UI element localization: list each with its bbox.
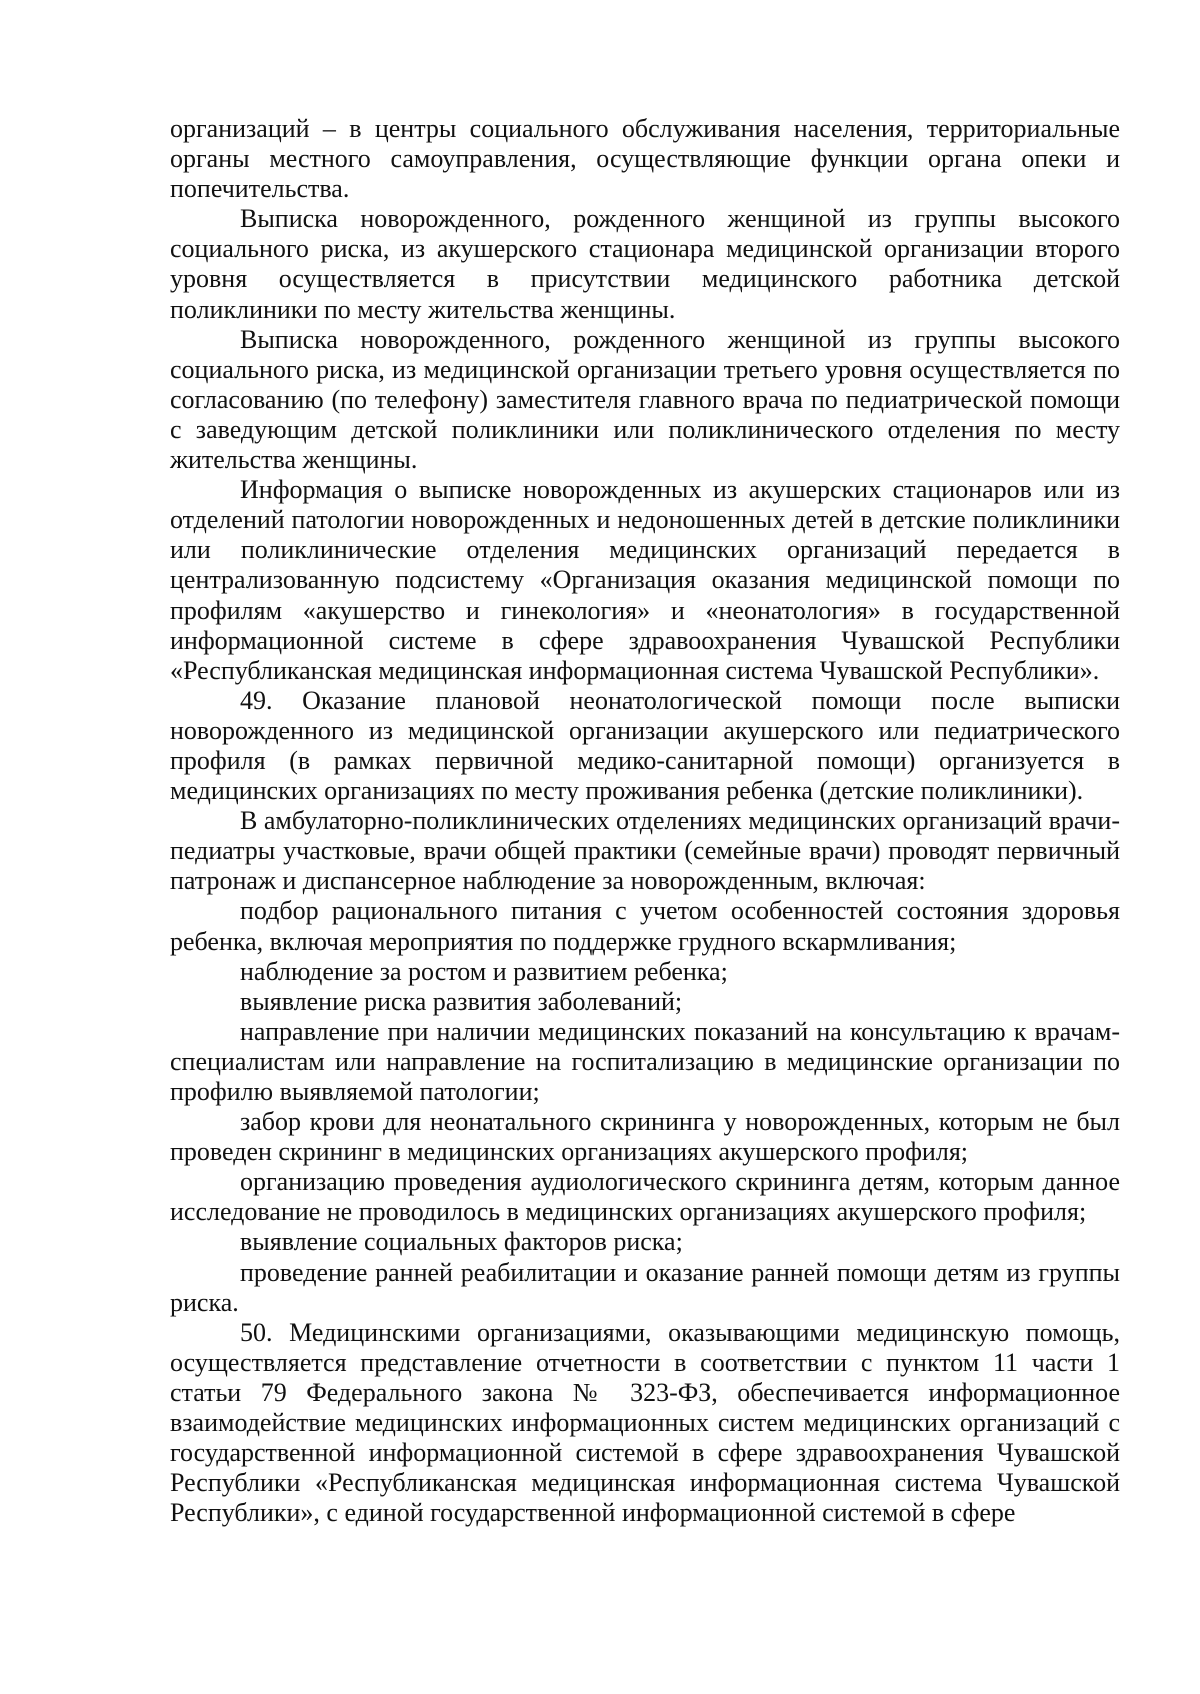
list-item-referral: направление при наличии медицинских показаний на консультацию к врачам-специалистам или направление на госпитализацию в медицинские организации по профилю выявляемой патологии;	[170, 1016, 1120, 1106]
paragraph-discharge-information: Информация о выписке новорожденных из акушерских стационаров или из отделений патологии новорожденных и недоношенных детей в детские поликлиники или поликлинические отделения медицинских организаций передается в централизованную подсистему «Организация оказания медицинской помощи по профилям «акушерство и гинекология» и «неонатология» в государственной информационной системе в сфере здравоохранения Чувашской Республики «Республиканская медицинская информационная система Чувашской Республики».	[170, 475, 1120, 685]
list-item-social-factors: выявление социальных факторов риска;	[240, 1227, 683, 1257]
list-item-audiology: организацию проведения аудиологического скрининга детям, которым данное исследование не проводилось в медицинских организациях акушерского профиля;	[170, 1167, 1120, 1227]
paragraph-outpatient-departments: В амбулаторно-поликлинических отделениях медицинских организаций врачи-педиатры участковые, врачи общей практики (семейные врачи) проводят первичный патронаж и диспансерное наблюдение за новорожденным, включая:	[170, 806, 1120, 896]
paragraph-item-50: 50. Медицинскими организациями, оказывающими медицинскую помощь, осуществляется представление отчетности в соответствии с пунктом 11 части 1 статьи 79 Федерального закона № 323-ФЗ, обеспечивается информационное взаимодействие медицинских информационных систем медицинских организаций с государственной информационной системой в сфере здравоохранения Чувашской Республики «Республиканская медицинская информационная система Чувашской Республики», с единой государственной информационной системой в сфере	[170, 1317, 1120, 1528]
paragraph-discharge-second-level: Выписка новорожденного, рожденного женщиной из группы высокого социального риска, из акушерского стационара медицинской организации второго уровня осуществляется в присутствии медицинского работника детской поликлиники по месту жительства женщины.	[170, 204, 1120, 324]
list-item-blood-screening: забор крови для неонатального скрининга у новорожденных, которым не был проведен скрининг в медицинских организациях акушерского профиля;	[170, 1107, 1120, 1167]
list-item-rehabilitation: проведение ранней реабилитации и оказание ранней помощи детям из группы риска.	[170, 1257, 1120, 1317]
paragraph-item-49: 49. Оказание плановой неонатологической помощи после выписки новорожденного из медицинской организации акушерского или педиатрического профиля (в рамках первичной медико-санитарной помощи) организуется в медицинских организациях по месту проживания ребенка (детские поликлиники).	[170, 685, 1120, 806]
list-item-growth: наблюдение за ростом и развитием ребенка;	[240, 956, 728, 986]
paragraph-continuation: организаций – в центры социального обслуживания населения, территориальные органы местного самоуправления, осуществляющие функции органа опеки и попечительства.	[170, 114, 1120, 204]
document-body	[170, 114, 1120, 1528]
paragraph-discharge-third-level: Выписка новорожденного, рожденного женщиной из группы высокого социального риска, из медицинской организации третьего уровня осуществляется по согласованию (по телефону) заместителя главного врача по педиатрической помощи с заведующим детской поликлиники или поликлинического отделения по месту жительства женщины.	[170, 324, 1120, 475]
list-item-risk: выявление риска развития заболеваний;	[240, 986, 683, 1016]
list-item-nutrition: подбор рационального питания с учетом особенностей состояния здоровья ребенка, включая мероприятия по поддержке грудного вскармливания;	[170, 896, 1120, 956]
